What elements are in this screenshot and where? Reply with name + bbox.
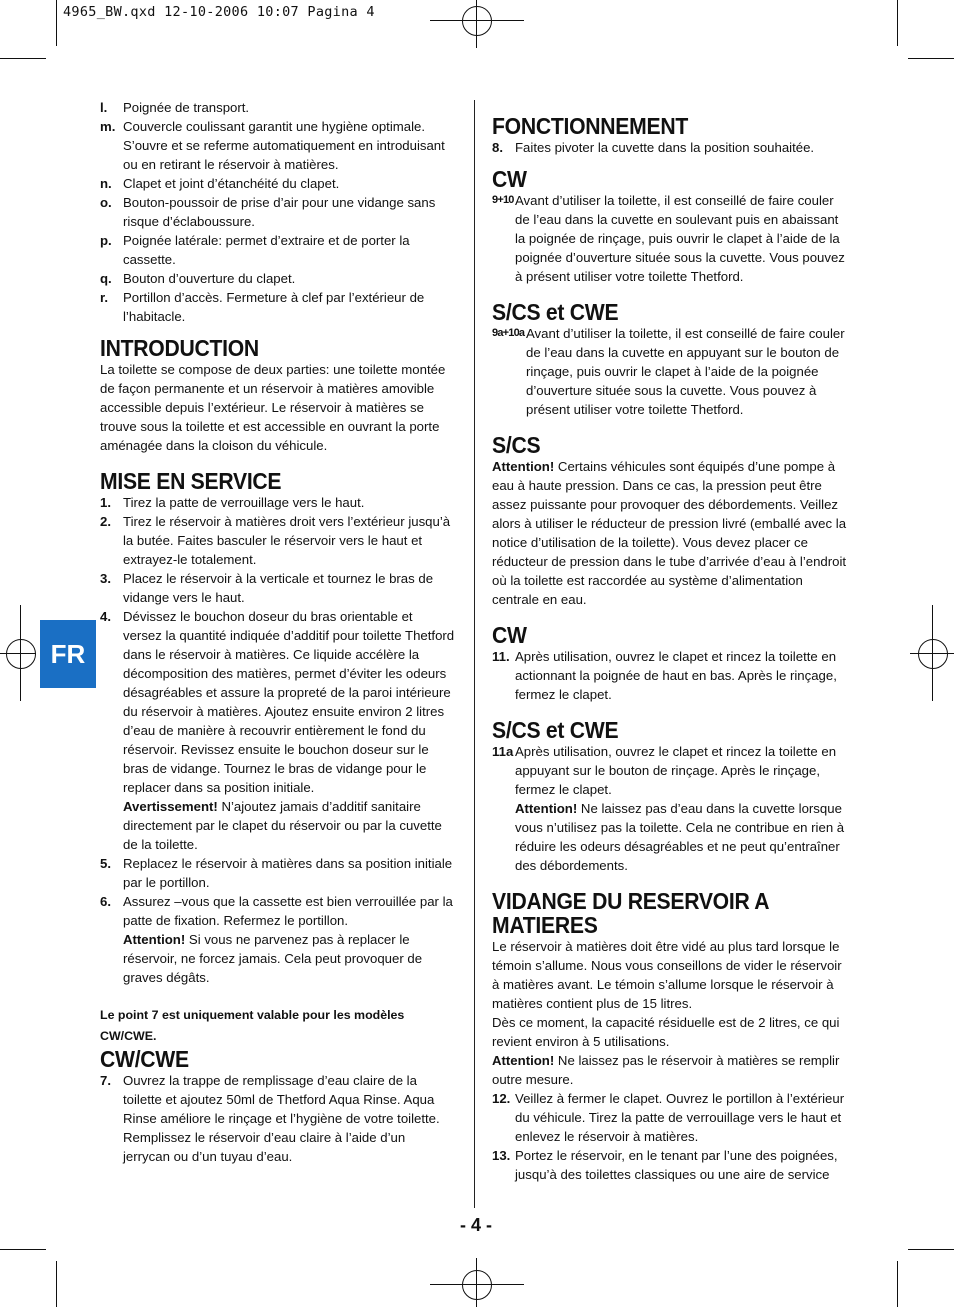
crop-mark-icon (0, 1249, 46, 1250)
step-1: 1. Tirez la patte de verrouillage vers le haut. (100, 495, 365, 510)
parts-list (100, 98, 455, 326)
crop-mark-icon (908, 58, 954, 59)
model-note: Le point 7 est uniquement valable pour les modèles CW/CWE. (100, 1008, 405, 1043)
attention-label: Attention! (123, 932, 186, 947)
list-item: q. Bouton d’ouverture du clapet. (100, 271, 296, 286)
section-title-scs: S/CS (492, 432, 541, 458)
vidange-attention: Attention! Ne laissez pas le réservoir à matières se remplir outre mesure. (492, 1053, 840, 1087)
step-8: 8. Faites pivoter la cuvette dans la position souhaitée. (492, 140, 815, 155)
step-7: 7. Ouvrez la trappe de remplissage d’eau claire de la toilette et ajoutez 50ml de Thetford Aqua Rinse. Aqua Rinse améliore le rinçage et l’hygiène de votre toilette. Remplissez le réservoir d’eau claire à l’aide d’un jerrycan ou d’un tuyau d’eau. (100, 1073, 440, 1164)
crop-mark-icon (908, 1249, 954, 1250)
left-column (100, 98, 455, 1166)
step-3: 3. Placez le réservoir à la verticale et tournez le bras de vidange vers le haut. (100, 571, 434, 605)
vidange-text-2: Dès ce moment, la capacité résiduelle est de 2 litres, ce qui revient environ à 5 utilisations. (492, 1015, 840, 1049)
step-12: 12. Veillez à fermer le clapet. Ouvrez le portillon à l’extérieur du véhicule. Tirez la patte de verrouillage vers le haut et enlevez le réservoir à matières. (492, 1091, 845, 1144)
section-title-introduction: INTRODUCTION (100, 335, 259, 361)
list-item: o. Bouton-poussoir de prise d’air pour une vidange sans risque d’éclaboussure. (100, 195, 436, 229)
scs-attention: Attention! Certains véhicules sont équipés d’une pompe à eau à haute pression. Dans ce cas, la pression peut être assez puissante pour provoquer des débordements. Veillez alors à utiliser le réducteur de pression livré (emballé avec la notice d’utilisation de la toilette). Vous devez placer ce réducteur de pression dans le tube d’arrivée d’eau à l’endroit où la toilette est raccordée au système d’alimentation centrale en eau. (492, 459, 847, 607)
step-13: 13. Portez le réservoir, en le tenant par l’une des poignées, jusqu’à des toilettes classiques ou une aire de service (492, 1148, 838, 1182)
attention-label: Attention! (492, 1053, 555, 1068)
list-item: r. Portillon d’accès. Fermeture à clef par l’extérieur de l’habitacle. (100, 290, 425, 324)
step-9a-10a: 9a+10a Avant d’utiliser la toilette, il est conseillé de faire couler de l’eau dans la cuvette en appuyant sur le bouton de rinçage, puis ouvrir le clapet à l’aide de la poignée d’ouverture située sous la cuvette. Vous pouvez à présent utiliser votre toilette Thetford. (492, 326, 845, 417)
introduction-text: La toilette se compose de deux parties: une toilette montée de façon permanente et un réservoir à matières amovible accessible depuis l’extérieur. Le réservoir à matières se trouve sous la toilette et est accessible en ouvrant la porte aménagée dans la cloison du véhicule. (100, 362, 446, 453)
crop-mark-icon (56, 1261, 57, 1307)
crop-mark-icon (0, 58, 46, 59)
warning-label: Avertissement! (123, 799, 218, 814)
column-divider (474, 100, 475, 1208)
list-item: l. Poignée de transport. (100, 100, 250, 115)
step-11: 11. Après utilisation, ouvrez le clapet et rincez la toilette en actionnant la poignée de haut en bas. Après le rinçage, fermez le clapet. (492, 649, 837, 702)
right-column (492, 114, 848, 1184)
section-title-scs-cwe-2: S/CS et CWE (492, 717, 619, 743)
crop-mark-icon (56, 0, 57, 46)
vidange-text-1: Le réservoir à matières doit être vidé au plus tard lorsque le témoin s’allume. Nous vous conseillons de vider le réservoir à matières avant. Le témoin s’allume lorsque le réservoir à matières contient plus de 15 litres. (492, 939, 842, 1011)
section-title-cw-cwe: CW/CWE (100, 1046, 189, 1072)
language-tab: FR (40, 620, 96, 688)
list-item: n. Clapet et joint d’étanchéité du clapet. (100, 176, 340, 191)
section-title-cw-2: CW (492, 622, 527, 648)
step-6: 6. Assurez –vous que la cassette est bien verrouillée par la patte de fixation. Refermez le portillon. Attention! Si vous ne parvenez pas à replacer le réservoir, ne forcez jamais. Cela peut provoquer de graves dégâts. (100, 894, 453, 985)
list-item: m. Couvercle coulissant garantit une hygiène optimale. S’ouvre et se referme automatiquement en introduisant ou en retirant le réservoir à matières. (100, 119, 445, 172)
step-5: 5. Replacez le réservoir à matières dans sa position initiale par le portillon. (100, 856, 453, 890)
attention-label: Attention! (492, 459, 555, 474)
page-number: - 4 - (460, 1215, 493, 1235)
step-9-10: 9+10 Avant d’utiliser la toilette, il est conseillé de faire couler de l’eau dans la cuvette en soulevant puis en abaissant la poignée de rinçage, puis ouvrir le clapet à l’aide de la poignée d’ouverture située sous la cuvette. Vous pouvez à présent utiliser votre toilette Thetford. (492, 193, 845, 284)
section-title-cw: CW (492, 166, 527, 192)
attention-label: Attention! (515, 801, 578, 816)
step-11a: 11a Après utilisation, ouvrez le clapet et rincez la toilette en appuyant sur le bouton de rinçage. Après le rinçage, fermez le clapet. Attention! Ne laissez pas d’eau dans la cuvette lorsque vous n’utilisez pas la toilette. Cela ne contribue en rien à réduire les odeurs désagréables et ne peut qu’entraîner des débordements. (492, 744, 845, 873)
step-2: 2. Tirez le réservoir à matières droit vers l’extérieur jusqu’à la butée. Faites basculer le réservoir vers le haut et extrayez-le totalement. (100, 514, 451, 567)
section-title-scs-cwe: S/CS et CWE (492, 299, 619, 325)
step-4: 4. Dévissez le bouchon doseur du bras orientable et versez la quantité indiquée d’additif pour toilette Thetford dans le réservoir à matières. Ce liquide accélère la décomposition des matières, permet d’éviter les odeurs désagréables et assure la propreté de la paroi intérieure du réservoir à matières. Ajoutez ensuite environ 2 litres d’eau de manière à recouvrir entièrement le fond du réservoir. Revissez ensuite le bouchon doseur sur le bras de vidange. Tournez le bras de vidange pour le replacer dans sa position initiale. Avertissement! N’ajoutez jamais d’additif sanitaire directement par le clapet du réservoir ou par la cuvette de la toilette. (100, 609, 455, 852)
crop-mark-icon (897, 0, 898, 46)
crop-mark-icon (897, 1261, 898, 1307)
list-item: p. Poignée latérale: permet d’extraire et de porter la cassette. (100, 233, 410, 267)
section-title-vidange: VIDANGE DU RESERVOIR A MATIERES (492, 888, 769, 938)
section-title-fonctionnement: FONCTIONNEMENT (492, 113, 688, 139)
print-header: 4965_BW.qxd 12-10-2006 10:07 Pagina 4 (63, 4, 375, 20)
section-title-mise-en-service: MISE EN SERVICE (100, 468, 282, 494)
